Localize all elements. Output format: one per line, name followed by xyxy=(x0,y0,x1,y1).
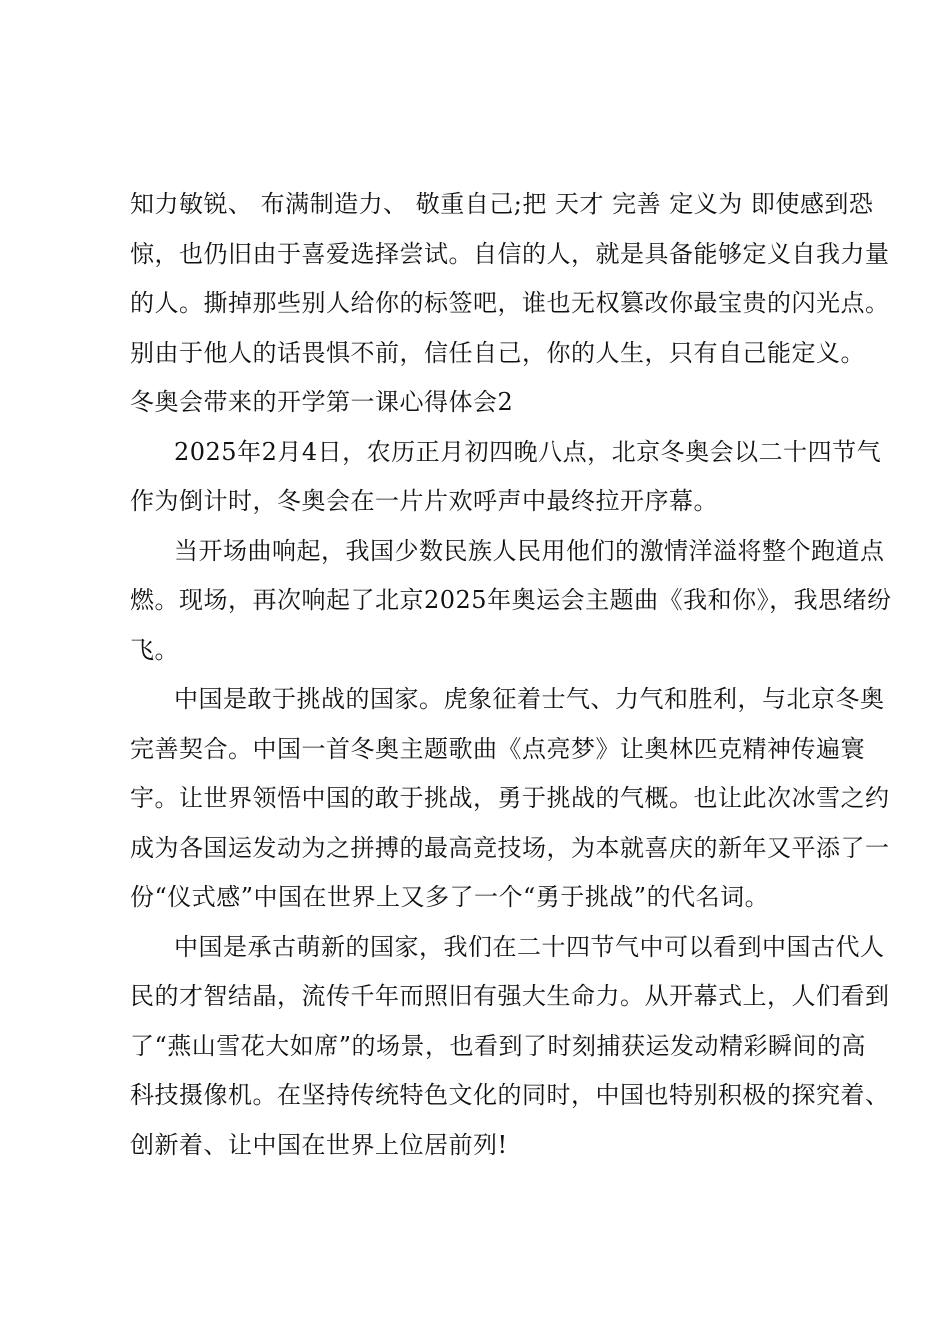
text-line: 燃。现场，再次响起了北京2025年奥运会主题曲《我和你》，我思绪纷 xyxy=(130,586,892,614)
text-line: 2025年2月4日，农历正月初四晚八点，北京冬奥会以二十四节气 xyxy=(174,437,882,466)
text-line: 创新着、让中国在世界上位居前列! xyxy=(130,1130,508,1159)
text-line: 科技摄像机。在坚持传统特色文化的同时，中国也特别积极的探究着、 xyxy=(130,1081,890,1109)
text-line: 惊，也仍旧由于喜爱选择尝试。自信的人，就是具备能够定义自我力量 xyxy=(130,239,890,268)
text-line: 中国是敢于挑战的国家。虎象征着士气、力气和胜利，与北京冬奥 xyxy=(174,685,885,713)
text-line: 别由于他人的话畏惧不前，信任自己，你的人生，只有自己能定义。 xyxy=(130,338,865,367)
text-line: 宇。让世界领悟中国的敢于挑战，勇于挑战的气概。也让此次冰雪之约 xyxy=(130,784,890,812)
text-line: 知力敏锐、 布满制造力、 敬重自己;把 天才 完善 定义为 即使感到恐 xyxy=(130,190,874,218)
text-line: 份“仪式感”中国在世界上又多了一个“勇于挑战”的代名词。 xyxy=(130,883,770,911)
document-body xyxy=(130,180,892,1170)
section-heading: 冬奥会带来的开学第一课心得体会2 xyxy=(130,388,514,416)
text-line: 成为各国运发动为之拼搏的最高竞技场，为本就喜庆的新年又平添了一 xyxy=(130,833,890,862)
text-line: 完善契合。中国一首冬奥主题歌曲《点亮梦》让奥林匹克精神传遍寰 xyxy=(130,734,865,763)
text-line: 当开场曲响起，我国少数民族人民用他们的激情洋溢将整个跑道点 xyxy=(174,536,885,565)
text-line: 作为倒计时，冬奥会在一片片欢呼声中最终拉开序幕。 xyxy=(130,487,718,515)
text-line: 民的才智结晶，流传千年而照旧有强大生命力。从开幕式上，人们看到 xyxy=(130,982,890,1010)
text-line: 的人。撕掉那些别人给你的标签吧，谁也无权篡改你最宝贵的闪光点。 xyxy=(130,289,890,317)
text-line: 了“燕山雪花大如席”的场景，也看到了时刻捕获运发动精彩瞬间的高 xyxy=(130,1031,867,1060)
text-line: 飞。 xyxy=(130,635,179,664)
text-line: 中国是承古萌新的国家，我们在二十四节气中可以看到中国古代人 xyxy=(174,932,885,961)
